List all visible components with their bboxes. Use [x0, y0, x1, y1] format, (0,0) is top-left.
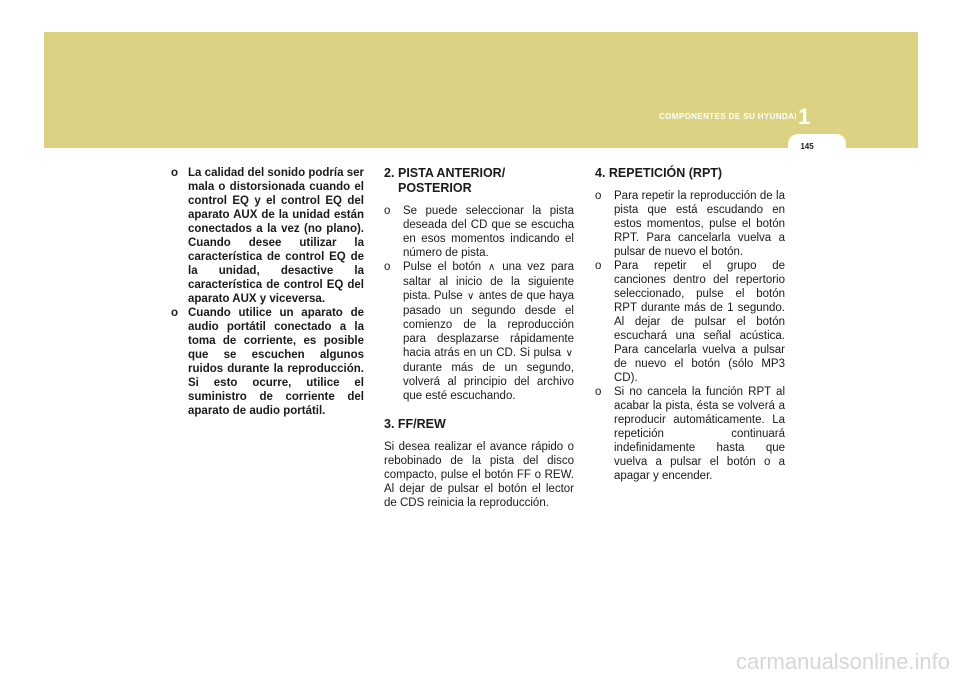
column-3: [595, 166, 785, 483]
list-item: [595, 259, 785, 385]
down-arrow-icon: ∨: [467, 291, 475, 302]
text-part: Pulse el botón: [403, 261, 482, 273]
bullet-text: Cuando utilice un aparato de audio portátil conectado a la toma de corriente, es posible que se escuchen algunos ruidos durante la reproducción. Si esto ocurre, utilice el suministro de corriente del aparato de audio portátil.: [188, 307, 364, 417]
bullet-mark: o: [384, 205, 391, 217]
heading-number: 2.: [384, 166, 395, 180]
bullet-mark: o: [595, 190, 602, 202]
section-title: COMPONENTES DE SU HYUNDAI: [658, 112, 797, 121]
bullet-text: La calidad del sonido podría ser mala o distorsionada cuando el control EQ y el control EQ del aparato AUX de la unidad están conectados a la vez (no plano). Cuando desee utilizar la característica de control EQ de la unidad, desactive la característica de control EQ del aparato AUX y viceversa.: [188, 167, 364, 305]
bullet-mark: o: [171, 307, 179, 319]
bullet-text: Para repetir el grupo de canciones dentro del repertorio seleccionado, pulse el botón RPT durante más de 1 segundo. Al dejar de pulsar el botón escuchará una señal acústica. Para cancelarla vuelva a pulsar de nuevo el botón (sólo MP3 CD).: [614, 260, 785, 384]
heading-pista: [384, 166, 574, 196]
list-item: [171, 306, 364, 418]
bullet-mark: o: [595, 260, 602, 272]
heading-ffrew: 3. FF/REW: [384, 417, 446, 431]
text-part: durante más de un segundo, volverá al principio del archivo que esté escuchando.: [403, 362, 574, 402]
heading-repeticion: 4. REPETICIÓN (RPT): [595, 166, 723, 180]
list-item: [595, 189, 785, 259]
up-arrow-icon: ∧: [488, 262, 496, 273]
text-part: antes de que haya pasado un segundo desde el comienzo de la reproducción para desplazarse rápidamente hacia atrás en un CD. Si pulsa: [403, 290, 574, 359]
bullet-text: Si no cancela la función RPT al acabar la pista, ésta se volverá a reproducir automáticamente. La repetición continuará indefinidamente hasta que vuelva a pulsar el botón o a apagar y encender.: [614, 386, 785, 482]
list-item: [595, 385, 785, 483]
paragraph: Si desea realizar el avance rápido o rebobinado de la pista del disco compacto, pulse el botón FF o REW. Al dejar de pulsar el botón el lector de CDS reinicia la reproducción.: [384, 441, 574, 509]
down-arrow-icon: ∨: [565, 348, 573, 359]
bullet-mark: o: [384, 261, 391, 273]
heading-text: PISTA ANTERIOR/ POSTERIOR: [398, 166, 506, 195]
bullet-text: [403, 260, 574, 403]
text-part: una vez para saltar al inicio de la siguiente pista. Pulse: [403, 261, 574, 302]
column-2: [384, 166, 574, 510]
header-band: [44, 32, 918, 148]
chapter-number: 1: [798, 104, 811, 129]
column-1: [171, 166, 364, 418]
list-item: [384, 260, 574, 403]
watermark: carmanualsonline.info: [735, 649, 950, 674]
bullet-text: Para repetir la reproducción de la pista que está escudando en estos momentos, pulse el botón RPT. Para cancelarla vuelva a pulsar de nuevo el botón.: [614, 190, 785, 258]
list-item: [171, 166, 364, 306]
bullet-mark: o: [595, 386, 602, 398]
page-number: 145: [800, 142, 814, 151]
list-item: [384, 204, 574, 260]
bullet-mark: o: [171, 167, 179, 179]
bullet-text: Se puede seleccionar la pista deseada del CD que se escucha en esos momentos indicando el número de pista.: [403, 205, 574, 259]
